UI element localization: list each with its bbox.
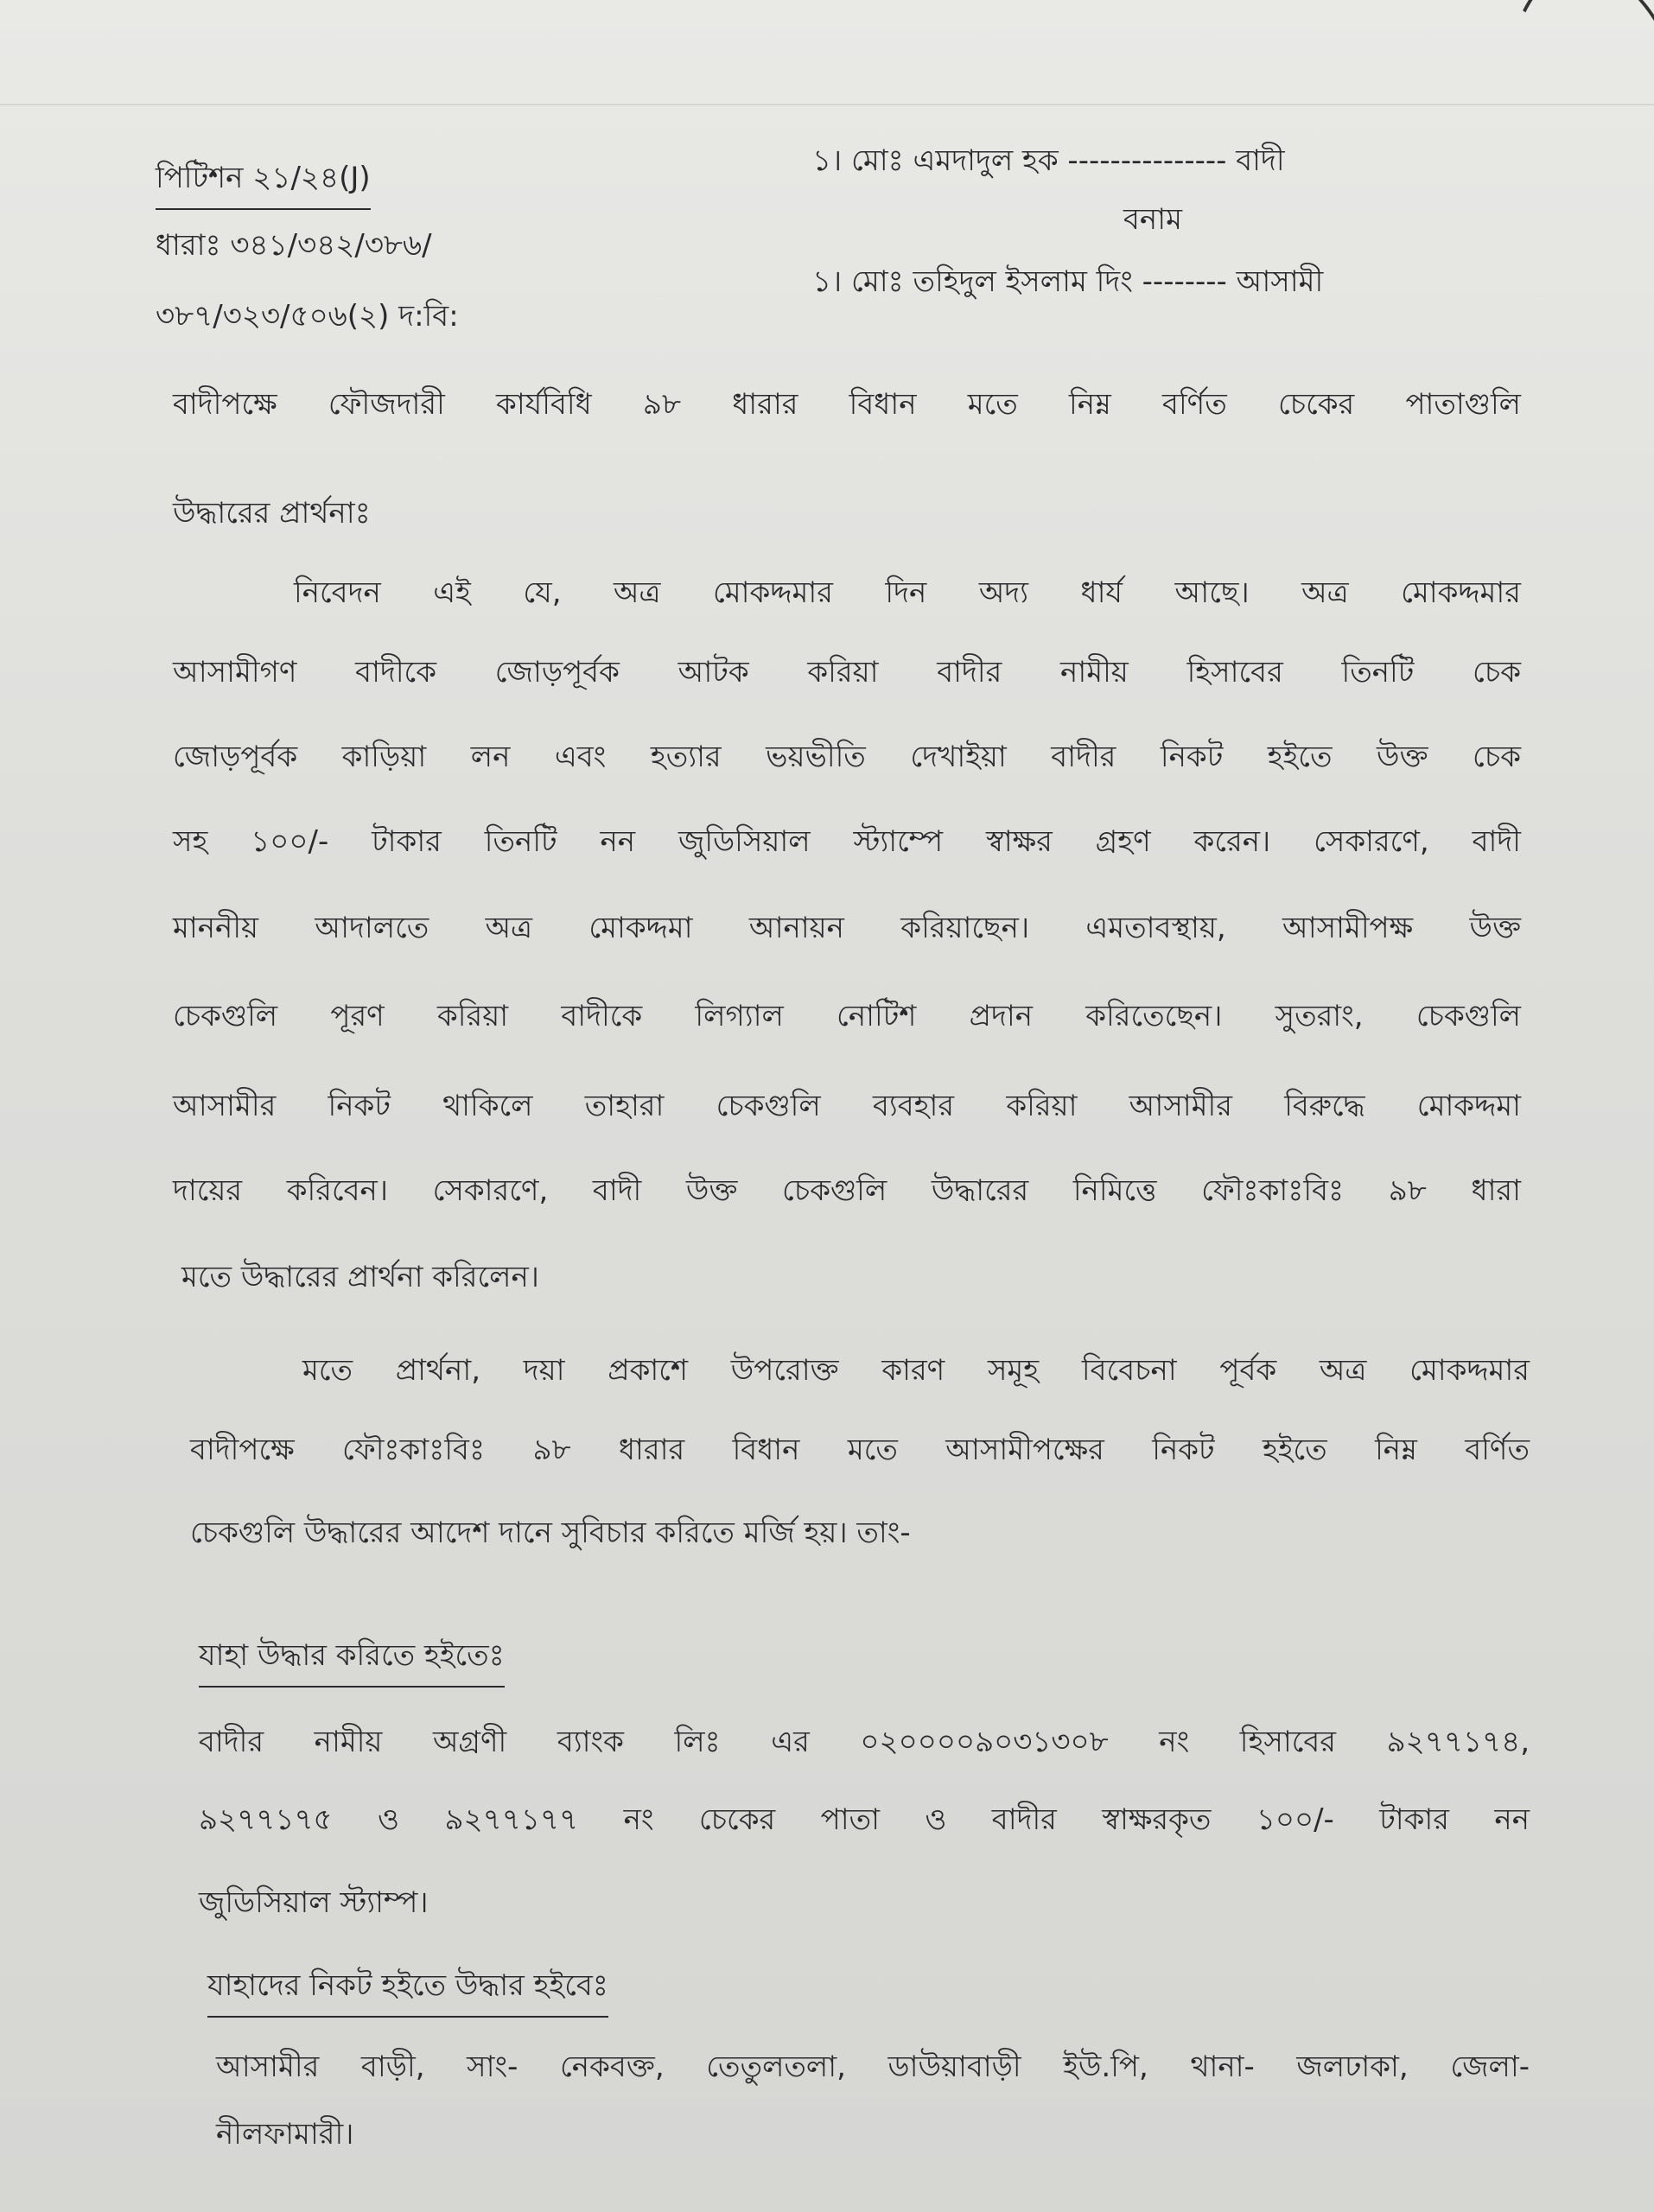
body-line: সহ ১০০/- টাকার তিনটি নন জুডিসিয়াল স্ট্যাম্পে স্বাক্ষর গ্রহণ করেন। সেকারণে, বাদী xyxy=(173,824,1521,859)
body-line: নিবেদন এই যে, অত্র মোকদ্দমার দিন অদ্য ধার্য আছে। অত্র মোকদ্দমার xyxy=(294,575,1521,610)
prayer-line: মতে প্রার্থনা, দয়া প্রকাশে উপরোক্ত কারণ সমূহ বিবেচনা পূর্বক অত্র মোকদ্দমার xyxy=(302,1353,1530,1388)
body-line: মাননীয় আদালতে অত্র মোকদ্দমা আনায়ন করিয়াছেন। এমতাবস্থায়, আসামীপক্ষ উক্ত xyxy=(173,911,1521,945)
recover-line: ৯২৭৭১৭৫ ও ৯২৭৭১৭৭ নং চেকের পাতা ও বাদীর স্বাক্ষরকৃত ১০০/- টাকার নন xyxy=(199,1802,1530,1837)
recover-heading: যাহা উদ্ধার করিতে হইতেঃ xyxy=(199,1633,505,1688)
body-line: চেকগুলি পূরণ করিয়া বাদীকে লিগ্যাল নোটিশ প্রদান করিতেছেন। সুতরাং, চেকগুলি xyxy=(173,999,1521,1033)
versus-label: বনাম xyxy=(1123,202,1182,237)
recover-line: জুডিসিয়াল স্ট্যাম্প। xyxy=(199,1885,429,1920)
from-line: নীলফামারী। xyxy=(216,2117,354,2152)
body-line: আসামীর নিকট থাকিলে তাহারা চেকগুলি ব্যবহার করিয়া আসামীর বিরুদ্ধে মোকদ্দমা xyxy=(173,1089,1521,1123)
plaintiff-line: ১। মোঃ এমদাদুল হক --------------- বাদী xyxy=(812,143,1285,178)
sections-line-1: ধারাঃ ৩৪১/৩৪২/৩৮৬/ xyxy=(156,228,432,263)
from-line: আসামীর বাড়ী, সাং- নেকবক্ত, তেতুলতলা, ডাউয়াবাড়ী ইউ.পি, থানা- জলঢাকা, জেলা- xyxy=(216,2050,1530,2084)
subject-line-1: বাদীপক্ষে ফৌজদারী কার্যবিধি ৯৮ ধারার বিধান মতে নিম্ন বর্ণিত চেকের পাতাগুলি xyxy=(173,387,1521,422)
prayer-line: চেকগুলি উদ্ধারের আদেশ দানে সুবিচার করিতে মর্জি হয়। তাং- xyxy=(190,1516,911,1550)
body-line: আসামীগণ বাদীকে জোড়পূর্বক আটক করিয়া বাদীর নামীয় হিসাবের তিনটি চেক xyxy=(173,655,1521,690)
sections-line-2: ৩৮৭/৩২৩/৫০৬(২) দ:বি: xyxy=(156,299,459,334)
accused-line: ১। মোঃ তহিদুল ইসলাম দিং -------- আসামী xyxy=(812,264,1324,299)
paper-fold xyxy=(0,104,1654,105)
body-line: মতে উদ্ধারের প্রার্থনা করিলেন। xyxy=(181,1260,539,1294)
body-line: দায়ের করিবেন। সেকারণে, বাদী উক্ত চেকগুলি উদ্ধারের নিমিত্তে ফৌঃকাঃবিঃ ৯৮ ধারা xyxy=(173,1173,1521,1208)
corner-stamp-mark xyxy=(1484,0,1654,279)
petition-number: পিটিশন ২১/২৪(J) xyxy=(156,156,371,210)
prayer-line: বাদীপক্ষে ফৌঃকাঃবিঃ ৯৮ ধারার বিধান মতে আসামীপক্ষের নিকট হইতে নিম্ন বর্ণিত xyxy=(190,1433,1530,1467)
from-heading: যাহাদের নিকট হইতে উদ্ধার হইবেঃ xyxy=(207,1963,608,2018)
body-line: জোড়পূর্বক কাড়িয়া লন এবং হত্যার ভয়ভীতি দেখাইয়া বাদীর নিকট হইতে উক্ত চেক xyxy=(173,740,1521,774)
recover-line: বাদীর নামীয় অগ্রণী ব্যাংক লিঃ এর ০২০০০০৯০৩১৩০৮ নং হিসাবের ৯২৭৭১৭৪, xyxy=(199,1725,1530,1759)
subject-line-2: উদ্ধারের প্রার্থনাঃ xyxy=(173,496,371,531)
